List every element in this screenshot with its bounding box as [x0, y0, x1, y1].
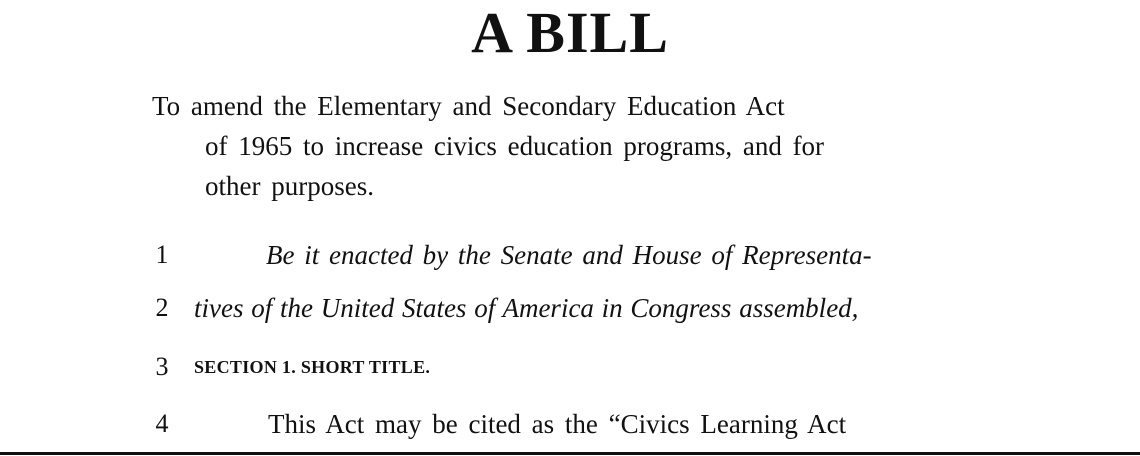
line-number-2: 2: [155, 293, 169, 322]
purpose-line-1: To amend the Elementary and Secondary Education Act: [152, 91, 785, 121]
enacting-clause-line-1: Be it enacted by the Senate and House of Representa-: [266, 240, 872, 270]
bill-title: A BILL: [471, 0, 669, 65]
purpose-line-3: other purposes.: [205, 171, 374, 201]
enacting-clause-line-2: tives of the United States of America in Congress assembled,: [194, 293, 859, 323]
purpose-line-2: of 1965 to increase civics education programs, and for: [205, 131, 825, 161]
line-number-1: 1: [155, 240, 169, 269]
bottom-rule: [0, 452, 1140, 455]
line-number-3: 3: [155, 352, 169, 381]
short-title-text: This Act may be cited as the “Civics Learning Act: [268, 409, 847, 439]
section-heading: SECTION 1. SHORT TITLE.: [194, 357, 431, 377]
line-number-4: 4: [155, 409, 169, 438]
